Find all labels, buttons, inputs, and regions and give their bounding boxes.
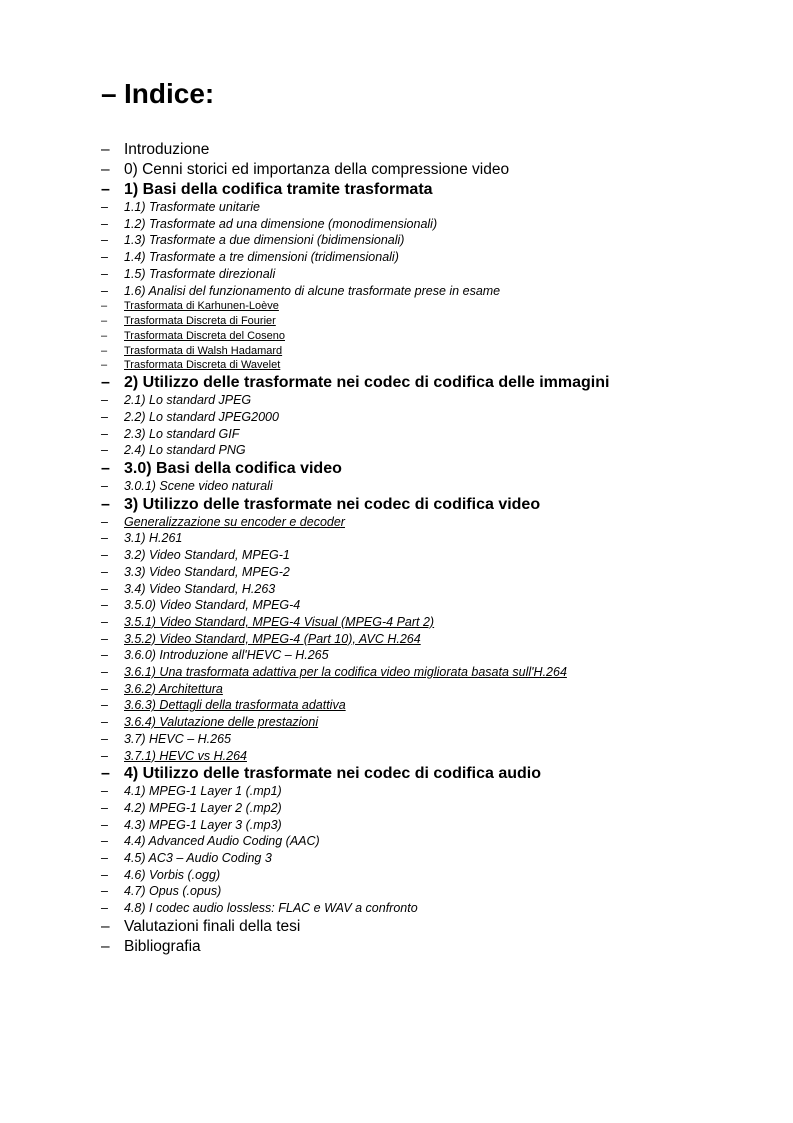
toc-entry-label: 2.1) Lo standard JPEG bbox=[124, 393, 252, 408]
toc-entry-label: 3.6.4) Valutazione delle prestazioni bbox=[124, 715, 319, 730]
toc-entry bbox=[101, 140, 761, 160]
toc-entry-label: Trasformata Discreta di Fourier bbox=[124, 315, 276, 328]
toc-entry-label: 4.7) Opus (.opus) bbox=[124, 884, 222, 899]
toc-entry-label: 3.0) Basi della codifica video bbox=[124, 460, 342, 478]
toc-entry bbox=[101, 917, 761, 937]
toc-entry-label: 2.4) Lo standard PNG bbox=[124, 443, 246, 458]
toc-entry-label: Introduzione bbox=[124, 141, 210, 158]
toc-entry[interactable] bbox=[101, 314, 761, 329]
toc-entry-label: 4.6) Vorbis (.ogg) bbox=[124, 867, 221, 882]
toc-entry[interactable] bbox=[101, 299, 761, 314]
toc-entry[interactable] bbox=[101, 631, 761, 648]
toc-entry-label: 3.6.3) Dettagli della trasformata adattiva bbox=[124, 698, 346, 713]
toc-entry bbox=[101, 867, 761, 884]
toc-entry-label: 4) Utilizzo delle trasformate nei codec di codifica audio bbox=[124, 765, 541, 783]
toc-entry bbox=[101, 495, 761, 514]
toc-entry-label: 1.5) Trasformate direzionali bbox=[124, 266, 276, 281]
toc-entry bbox=[101, 647, 761, 664]
toc-entry-label: 1.2) Trasformate ad una dimensione (monodimensionali) bbox=[124, 216, 438, 231]
toc-entry bbox=[101, 530, 761, 547]
toc-entry-label: 4.4) Advanced Audio Coding (AAC) bbox=[124, 834, 320, 849]
toc-entry bbox=[101, 564, 761, 581]
toc-entry-label: 3.7) HEVC – H.265 bbox=[124, 731, 231, 746]
toc-entry[interactable] bbox=[101, 681, 761, 698]
toc-entry[interactable] bbox=[101, 748, 761, 765]
toc-entry-label: 3.0.1) Scene video naturali bbox=[124, 479, 273, 494]
toc-entry-label: 1) Basi della codifica tramite trasformata bbox=[124, 181, 433, 198]
toc-entry[interactable] bbox=[101, 358, 761, 373]
toc-entry bbox=[101, 249, 761, 266]
toc-entry-label: 1.6) Analisi del funzionamento di alcune trasformate prese in esame bbox=[124, 283, 501, 298]
toc-entry[interactable] bbox=[101, 329, 761, 344]
toc-entry-label: 3.5.2) Video Standard, MPEG-4 (Part 10), AVC H.264 bbox=[124, 631, 421, 646]
toc-entry[interactable] bbox=[101, 614, 761, 631]
toc-entry[interactable] bbox=[101, 697, 761, 714]
toc-entry bbox=[101, 426, 761, 443]
toc-entry-label: 1.1) Trasformate unitarie bbox=[124, 200, 260, 214]
toc-entry bbox=[101, 199, 761, 216]
toc-entry-label: 3.6.2) Architettura bbox=[124, 681, 223, 696]
toc-entry bbox=[101, 800, 761, 817]
toc-entry-label: 0) Cenni storici ed importanza della compressione video bbox=[124, 161, 510, 178]
toc-entry-label: 4.3) MPEG-1 Layer 3 (.mp3) bbox=[124, 817, 282, 832]
toc-entry-label: 4.1) MPEG-1 Layer 1 (.mp1) bbox=[124, 784, 282, 799]
toc-entry bbox=[101, 900, 761, 917]
page-title bbox=[101, 76, 214, 112]
toc-entry-label: 4.8) I codec audio lossless: FLAC e WAV a confronto bbox=[124, 901, 418, 916]
toc-entry-label: Trasformata Discreta del Coseno bbox=[124, 329, 285, 342]
title-dash: – bbox=[101, 78, 117, 109]
toc-entry bbox=[101, 597, 761, 614]
toc-entry-label: 3.1) H.261 bbox=[124, 531, 183, 546]
toc-entry[interactable] bbox=[101, 714, 761, 731]
toc-entry bbox=[101, 764, 761, 783]
toc-entry-label: 3.6.1) Una trasformata adattiva per la codifica video migliorata basata sull'H.264 bbox=[124, 665, 567, 680]
toc-entry bbox=[101, 409, 761, 426]
table-of-contents bbox=[101, 140, 761, 957]
toc-entry[interactable] bbox=[101, 664, 761, 681]
toc-entry bbox=[101, 283, 761, 300]
toc-entry-label: 3.5.1) Video Standard, MPEG-4 Visual (MPEG-4 Part 2) bbox=[124, 614, 435, 629]
toc-entry bbox=[101, 180, 761, 199]
toc-entry bbox=[101, 883, 761, 900]
toc-entry bbox=[101, 266, 761, 283]
toc-entry-label: Bibliografia bbox=[124, 937, 201, 955]
toc-entry-label: Trasformata Discreta di Wavelet bbox=[124, 359, 281, 372]
toc-entry bbox=[101, 232, 761, 249]
toc-entry-label: Trasformata di Walsh Hadamard bbox=[124, 344, 283, 357]
toc-entry[interactable] bbox=[101, 514, 761, 531]
toc-entry-label: Trasformata di Karhunen-Loève bbox=[124, 300, 279, 313]
toc-entry bbox=[101, 937, 761, 957]
toc-entry-label: 2) Utilizzo delle trasformate nei codec di codifica delle immagini bbox=[124, 374, 610, 392]
toc-entry bbox=[101, 731, 761, 748]
toc-entry-label: 3) Utilizzo delle trasformate nei codec di codifica video bbox=[124, 495, 541, 513]
toc-entry bbox=[101, 160, 761, 180]
toc-entry-label: 3.2) Video Standard, MPEG-1 bbox=[124, 548, 290, 563]
toc-entry-label: 3.6.0) Introduzione all'HEVC – H.265 bbox=[124, 648, 329, 663]
toc-entry[interactable] bbox=[101, 344, 761, 359]
toc-entry bbox=[101, 478, 761, 495]
toc-entry-label: 3.7.1) HEVC vs H.264 bbox=[124, 748, 247, 763]
toc-entry-label: 2.3) Lo standard GIF bbox=[124, 426, 240, 441]
toc-entry bbox=[101, 833, 761, 850]
toc-entry bbox=[101, 373, 761, 392]
toc-entry-label: 1.3) Trasformate a due dimensioni (bidimensionali) bbox=[124, 233, 405, 248]
toc-entry bbox=[101, 216, 761, 233]
toc-entry bbox=[101, 547, 761, 564]
toc-entry bbox=[101, 442, 761, 459]
toc-entry-label: 3.3) Video Standard, MPEG-2 bbox=[124, 564, 290, 579]
toc-entry bbox=[101, 581, 761, 598]
toc-entry bbox=[101, 392, 761, 409]
toc-entry-label: 3.5.0) Video Standard, MPEG-4 bbox=[124, 598, 301, 613]
toc-entry-label: Generalizzazione su encoder e decoder bbox=[124, 514, 345, 529]
toc-entry bbox=[101, 817, 761, 834]
toc-entry-label: 2.2) Lo standard JPEG2000 bbox=[124, 409, 279, 424]
toc-entry-label: 4.2) MPEG-1 Layer 2 (.mp2) bbox=[124, 800, 282, 815]
toc-entry-label: 4.5) AC3 – Audio Coding 3 bbox=[124, 851, 272, 866]
title-text: Indice: bbox=[124, 78, 215, 109]
toc-entry-label: 1.4) Trasformate a tre dimensioni (tridimensionali) bbox=[124, 250, 399, 265]
toc-entry-label: Valutazioni finali della tesi bbox=[124, 917, 301, 935]
toc-entry bbox=[101, 850, 761, 867]
toc-entry bbox=[101, 459, 761, 478]
toc-entry bbox=[101, 783, 761, 800]
toc-entry-label: 3.4) Video Standard, H.263 bbox=[124, 581, 276, 596]
